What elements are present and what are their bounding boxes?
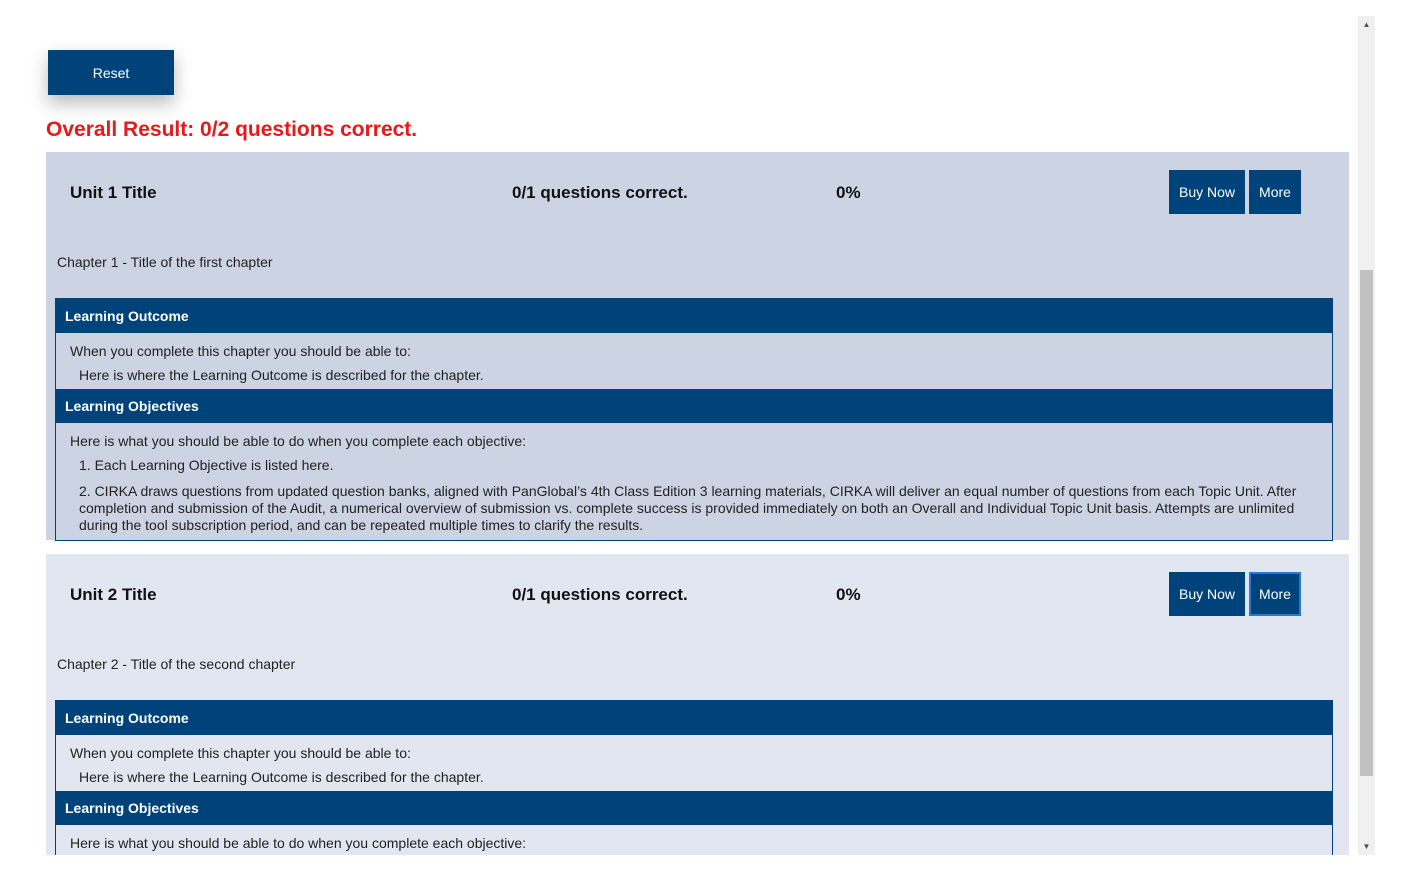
objectives-intro: Here is what you should be able to do when you complete each objective: (70, 835, 527, 851)
chapter-title: Chapter 2 - Title of the second chapter (57, 656, 296, 672)
unit-percent: 0% (836, 585, 861, 604)
learning-outcome-body (56, 333, 1332, 389)
unit-card (46, 554, 1349, 855)
outcome-text: Here is where the Learning Outcome is described for the chapter. (79, 769, 484, 785)
unit-header (46, 554, 1349, 634)
more-button[interactable]: More (1249, 572, 1301, 616)
unit-card (46, 152, 1349, 540)
outcome-intro: When you complete this chapter you should be able to: (70, 343, 411, 359)
buy-now-button[interactable]: Buy Now (1169, 572, 1245, 616)
vertical-scrollbar[interactable] (1358, 16, 1375, 855)
learning-outcome-heading: Learning Outcome (56, 701, 1332, 735)
overall-result: Overall Result: 0/2 questions correct. (46, 118, 418, 141)
objectives-intro: Here is what you should be able to do when you complete each objective: (70, 433, 527, 449)
learning-objectives-heading: Learning Objectives (56, 791, 1332, 825)
buy-now-button[interactable]: Buy Now (1169, 170, 1245, 214)
learning-outcome-heading: Learning Outcome (56, 299, 1332, 333)
more-button[interactable]: More (1249, 170, 1301, 214)
learning-objectives-body (56, 825, 1332, 852)
learning-details (55, 700, 1333, 855)
unit-title: Unit 1 Title (70, 183, 157, 202)
reset-button[interactable]: Reset (48, 50, 174, 95)
unit-title: Unit 2 Title (70, 585, 157, 604)
scrollbar-thumb[interactable] (1360, 270, 1373, 776)
chapter-title: Chapter 1 - Title of the first chapter (57, 254, 273, 270)
learning-objectives-body (56, 423, 1332, 534)
objective-item: 1. Each Learning Objective is listed here. (79, 457, 334, 473)
learning-outcome-body (56, 735, 1332, 791)
unit-header (46, 152, 1349, 232)
arrow-down-icon[interactable]: ▼ (1362, 842, 1371, 851)
learning-details (55, 298, 1333, 541)
unit-score: 0/1 questions correct. (512, 183, 688, 202)
objective-item: 2. CIRKA draws questions from updated question banks, aligned with PanGlobal’s 4th Class Edition 3 learning materials, CIRKA will deliver an equal number of questions from each Topic Unit. After completion and submission of the Audit, a numerical overview of submission vs. complete success is provided immediately on both an Overall and Individual Topic Unit basis. Attempts are unlimited during the tool subscription period, and can be repeated multiple times to clarify the results. (79, 483, 1297, 533)
arrow-up-icon[interactable]: ▲ (1362, 20, 1371, 29)
unit-score: 0/1 questions correct. (512, 585, 688, 604)
learning-objectives-heading: Learning Objectives (56, 389, 1332, 423)
outcome-text: Here is where the Learning Outcome is described for the chapter. (79, 367, 484, 383)
outcome-intro: When you complete this chapter you should be able to: (70, 745, 411, 761)
unit-percent: 0% (836, 183, 861, 202)
